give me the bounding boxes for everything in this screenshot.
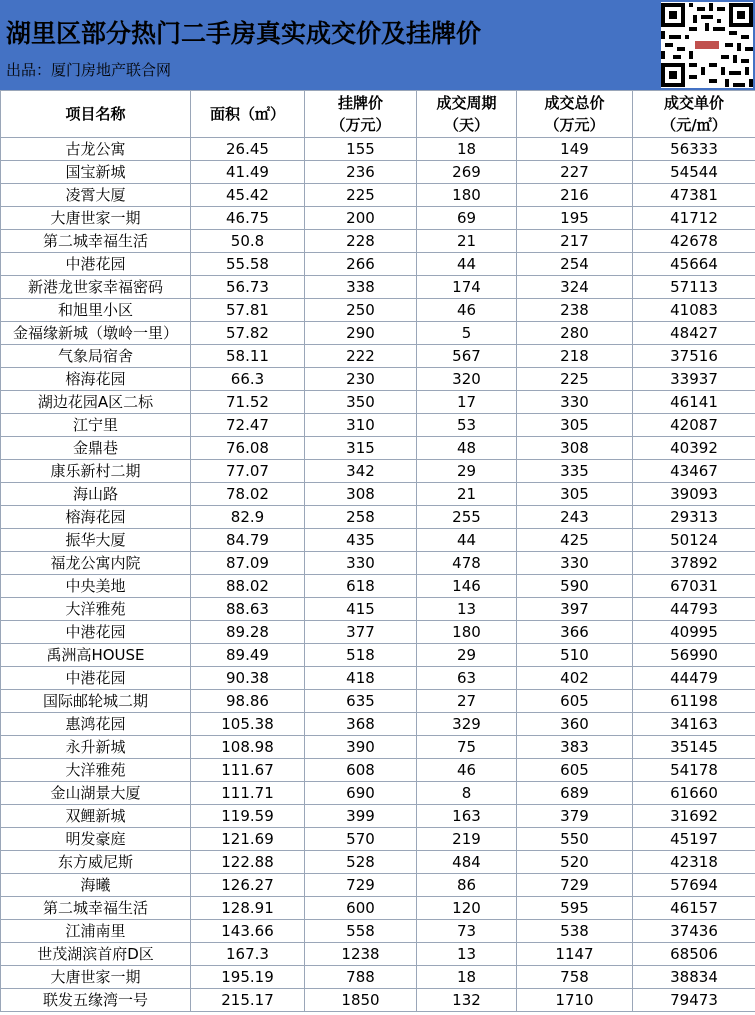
cell-listing-price: 729 <box>305 874 417 897</box>
cell-unit-price: 37516 <box>633 345 755 368</box>
cell-project-name: 新港龙世家幸福密码 <box>1 276 191 299</box>
cell-unit-price: 31692 <box>633 805 755 828</box>
cell-area: 56.73 <box>191 276 305 299</box>
cell-listing-price: 290 <box>305 322 417 345</box>
cell-deal-cycle: 63 <box>417 667 517 690</box>
column-header-total-price: 成交总价 （万元） <box>517 91 633 138</box>
cell-deal-cycle: 255 <box>417 506 517 529</box>
cell-total-price: 335 <box>517 460 633 483</box>
cell-deal-cycle: 46 <box>417 759 517 782</box>
cell-listing-price: 222 <box>305 345 417 368</box>
cell-deal-cycle: 478 <box>417 552 517 575</box>
cell-unit-price: 41712 <box>633 207 755 230</box>
cell-unit-price: 44793 <box>633 598 755 621</box>
cell-total-price: 308 <box>517 437 633 460</box>
cell-listing-price: 377 <box>305 621 417 644</box>
cell-total-price: 605 <box>517 690 633 713</box>
cell-total-price: 758 <box>517 966 633 989</box>
cell-total-price: 538 <box>517 920 633 943</box>
cell-deal-cycle: 21 <box>417 230 517 253</box>
cell-area: 82.9 <box>191 506 305 529</box>
table-row <box>1 989 755 1012</box>
cell-unit-price: 44479 <box>633 667 755 690</box>
cell-unit-price: 61660 <box>633 782 755 805</box>
cell-deal-cycle: 329 <box>417 713 517 736</box>
cell-deal-cycle: 269 <box>417 161 517 184</box>
cell-project-name: 金山湖景大厦 <box>1 782 191 805</box>
cell-unit-price: 54178 <box>633 759 755 782</box>
cell-project-name: 世茂湖滨首府D区 <box>1 943 191 966</box>
cell-total-price: 520 <box>517 851 633 874</box>
cell-area: 55.58 <box>191 253 305 276</box>
table-row <box>1 207 755 230</box>
cell-listing-price: 558 <box>305 920 417 943</box>
cell-project-name: 大洋雅苑 <box>1 759 191 782</box>
cell-listing-price: 250 <box>305 299 417 322</box>
table-row <box>1 230 755 253</box>
cell-deal-cycle: 75 <box>417 736 517 759</box>
cell-project-name: 榕海花园 <box>1 506 191 529</box>
cell-project-name: 榕海花园 <box>1 368 191 391</box>
table-row <box>1 368 755 391</box>
table-body <box>1 138 755 1012</box>
cell-unit-price: 47381 <box>633 184 755 207</box>
cell-deal-cycle: 46 <box>417 299 517 322</box>
qr-code-icon <box>661 2 753 88</box>
cell-unit-price: 46157 <box>633 897 755 920</box>
cell-area: 76.08 <box>191 437 305 460</box>
cell-deal-cycle: 174 <box>417 276 517 299</box>
cell-area: 57.81 <box>191 299 305 322</box>
cell-unit-price: 40995 <box>633 621 755 644</box>
table-row <box>1 161 755 184</box>
column-header-area: 面积（㎡） <box>191 91 305 138</box>
table-row <box>1 621 755 644</box>
cell-total-price: 402 <box>517 667 633 690</box>
cell-unit-price: 42678 <box>633 230 755 253</box>
cell-total-price: 330 <box>517 391 633 414</box>
cell-area: 98.86 <box>191 690 305 713</box>
cell-area: 72.47 <box>191 414 305 437</box>
cell-project-name: 中港花园 <box>1 253 191 276</box>
cell-total-price: 254 <box>517 253 633 276</box>
table-row <box>1 782 755 805</box>
cell-area: 58.11 <box>191 345 305 368</box>
cell-project-name: 中港花园 <box>1 621 191 644</box>
cell-deal-cycle: 13 <box>417 598 517 621</box>
cell-listing-price: 399 <box>305 805 417 828</box>
cell-project-name: 金福缘新城（墩岭一里） <box>1 322 191 345</box>
table-row <box>1 690 755 713</box>
cell-area: 126.27 <box>191 874 305 897</box>
cell-area: 105.38 <box>191 713 305 736</box>
cell-area: 46.75 <box>191 207 305 230</box>
table-row <box>1 322 755 345</box>
table-row <box>1 345 755 368</box>
page-title: 湖里区部分热门二手房真实成交价及挂牌价 <box>6 19 482 48</box>
column-header-unit-price: 成交单价 （元/㎡） <box>633 91 755 138</box>
table-row <box>1 276 755 299</box>
table-row <box>1 897 755 920</box>
cell-project-name: 湖边花园A区二标 <box>1 391 191 414</box>
cell-total-price: 689 <box>517 782 633 805</box>
cell-area: 111.71 <box>191 782 305 805</box>
cell-project-name: 江浦南里 <box>1 920 191 943</box>
cell-listing-price: 570 <box>305 828 417 851</box>
cell-area: 90.38 <box>191 667 305 690</box>
cell-unit-price: 41083 <box>633 299 755 322</box>
cell-unit-price: 68506 <box>633 943 755 966</box>
cell-area: 108.98 <box>191 736 305 759</box>
cell-total-price: 595 <box>517 897 633 920</box>
cell-listing-price: 342 <box>305 460 417 483</box>
cell-total-price: 305 <box>517 414 633 437</box>
cell-listing-price: 310 <box>305 414 417 437</box>
cell-total-price: 360 <box>517 713 633 736</box>
cell-total-price: 227 <box>517 161 633 184</box>
cell-deal-cycle: 73 <box>417 920 517 943</box>
cell-total-price: 550 <box>517 828 633 851</box>
cell-project-name: 海山路 <box>1 483 191 506</box>
cell-deal-cycle: 8 <box>417 782 517 805</box>
cell-deal-cycle: 27 <box>417 690 517 713</box>
cell-unit-price: 79473 <box>633 989 755 1012</box>
cell-deal-cycle: 180 <box>417 184 517 207</box>
cell-total-price: 590 <box>517 575 633 598</box>
cell-area: 195.19 <box>191 966 305 989</box>
cell-project-name: 和旭里小区 <box>1 299 191 322</box>
cell-total-price: 149 <box>517 138 633 161</box>
cell-unit-price: 48427 <box>633 322 755 345</box>
cell-listing-price: 618 <box>305 575 417 598</box>
cell-listing-price: 155 <box>305 138 417 161</box>
cell-deal-cycle: 146 <box>417 575 517 598</box>
cell-project-name: 凌霄大厦 <box>1 184 191 207</box>
table-row <box>1 943 755 966</box>
cell-total-price: 1147 <box>517 943 633 966</box>
cell-project-name: 国际邮轮城二期 <box>1 690 191 713</box>
table-row <box>1 299 755 322</box>
cell-listing-price: 518 <box>305 644 417 667</box>
cell-listing-price: 690 <box>305 782 417 805</box>
cell-listing-price: 1238 <box>305 943 417 966</box>
cell-total-price: 225 <box>517 368 633 391</box>
cell-unit-price: 54544 <box>633 161 755 184</box>
cell-unit-price: 38834 <box>633 966 755 989</box>
cell-deal-cycle: 5 <box>417 322 517 345</box>
cell-project-name: 禹洲高HOUSE <box>1 644 191 667</box>
cell-listing-price: 435 <box>305 529 417 552</box>
cell-unit-price: 37436 <box>633 920 755 943</box>
cell-project-name: 联发五缘湾一号 <box>1 989 191 1012</box>
cell-unit-price: 67031 <box>633 575 755 598</box>
cell-project-name: 金鼎巷 <box>1 437 191 460</box>
column-header-listing-price: 挂牌价 （万元） <box>305 91 417 138</box>
table-row <box>1 805 755 828</box>
cell-unit-price: 37892 <box>633 552 755 575</box>
cell-area: 26.45 <box>191 138 305 161</box>
cell-area: 121.69 <box>191 828 305 851</box>
column-header-deal-cycle: 成交周期 （天） <box>417 91 517 138</box>
cell-unit-price: 42087 <box>633 414 755 437</box>
cell-listing-price: 228 <box>305 230 417 253</box>
cell-area: 167.3 <box>191 943 305 966</box>
table-row <box>1 138 755 161</box>
cell-total-price: 305 <box>517 483 633 506</box>
cell-listing-price: 330 <box>305 552 417 575</box>
table-row <box>1 529 755 552</box>
cell-area: 41.49 <box>191 161 305 184</box>
table-row <box>1 253 755 276</box>
cell-listing-price: 368 <box>305 713 417 736</box>
cell-project-name: 福龙公寓内院 <box>1 552 191 575</box>
cell-area: 88.63 <box>191 598 305 621</box>
cell-unit-price: 57113 <box>633 276 755 299</box>
cell-total-price: 243 <box>517 506 633 529</box>
cell-unit-price: 34163 <box>633 713 755 736</box>
cell-deal-cycle: 18 <box>417 138 517 161</box>
cell-deal-cycle: 18 <box>417 966 517 989</box>
cell-listing-price: 230 <box>305 368 417 391</box>
cell-project-name: 永升新城 <box>1 736 191 759</box>
cell-total-price: 238 <box>517 299 633 322</box>
cell-area: 77.07 <box>191 460 305 483</box>
cell-unit-price: 45664 <box>633 253 755 276</box>
table-row <box>1 874 755 897</box>
cell-deal-cycle: 132 <box>417 989 517 1012</box>
cell-listing-price: 225 <box>305 184 417 207</box>
cell-total-price: 324 <box>517 276 633 299</box>
cell-total-price: 425 <box>517 529 633 552</box>
cell-deal-cycle: 567 <box>417 345 517 368</box>
cell-area: 89.28 <box>191 621 305 644</box>
cell-project-name: 中央美地 <box>1 575 191 598</box>
cell-project-name: 第二城幸福生活 <box>1 897 191 920</box>
cell-listing-price: 258 <box>305 506 417 529</box>
cell-project-name: 大洋雅苑 <box>1 598 191 621</box>
cell-listing-price: 788 <box>305 966 417 989</box>
cell-deal-cycle: 86 <box>417 874 517 897</box>
cell-total-price: 510 <box>517 644 633 667</box>
cell-project-name: 江宁里 <box>1 414 191 437</box>
cell-area: 84.79 <box>191 529 305 552</box>
cell-listing-price: 635 <box>305 690 417 713</box>
cell-total-price: 383 <box>517 736 633 759</box>
cell-listing-price: 308 <box>305 483 417 506</box>
table-row <box>1 437 755 460</box>
cell-deal-cycle: 44 <box>417 253 517 276</box>
cell-unit-price: 57694 <box>633 874 755 897</box>
cell-project-name: 第二城幸福生活 <box>1 230 191 253</box>
cell-area: 66.3 <box>191 368 305 391</box>
table-row <box>1 736 755 759</box>
cell-project-name: 明发豪庭 <box>1 828 191 851</box>
cell-area: 87.09 <box>191 552 305 575</box>
cell-unit-price: 42318 <box>633 851 755 874</box>
table-row <box>1 552 755 575</box>
table-row <box>1 713 755 736</box>
cell-deal-cycle: 13 <box>417 943 517 966</box>
cell-unit-price: 39093 <box>633 483 755 506</box>
cell-deal-cycle: 163 <box>417 805 517 828</box>
cell-project-name: 海曦 <box>1 874 191 897</box>
cell-total-price: 217 <box>517 230 633 253</box>
cell-listing-price: 338 <box>305 276 417 299</box>
cell-listing-price: 600 <box>305 897 417 920</box>
table-header <box>1 91 755 138</box>
cell-deal-cycle: 29 <box>417 460 517 483</box>
cell-total-price: 330 <box>517 552 633 575</box>
cell-unit-price: 61198 <box>633 690 755 713</box>
table-row <box>1 483 755 506</box>
column-header-project-name: 项目名称 <box>1 91 191 138</box>
table-row <box>1 414 755 437</box>
cell-total-price: 605 <box>517 759 633 782</box>
cell-project-name: 康乐新村二期 <box>1 460 191 483</box>
cell-area: 88.02 <box>191 575 305 598</box>
cell-area: 111.67 <box>191 759 305 782</box>
cell-unit-price: 35145 <box>633 736 755 759</box>
cell-listing-price: 415 <box>305 598 417 621</box>
table-row <box>1 506 755 529</box>
cell-area: 143.66 <box>191 920 305 943</box>
cell-deal-cycle: 219 <box>417 828 517 851</box>
cell-total-price: 729 <box>517 874 633 897</box>
cell-total-price: 379 <box>517 805 633 828</box>
cell-deal-cycle: 484 <box>417 851 517 874</box>
table-row <box>1 828 755 851</box>
table-row <box>1 460 755 483</box>
table-row <box>1 759 755 782</box>
cell-listing-price: 266 <box>305 253 417 276</box>
cell-listing-price: 418 <box>305 667 417 690</box>
cell-unit-price: 33937 <box>633 368 755 391</box>
cell-project-name: 双鲤新城 <box>1 805 191 828</box>
cell-deal-cycle: 48 <box>417 437 517 460</box>
cell-project-name: 中港花园 <box>1 667 191 690</box>
cell-total-price: 1710 <box>517 989 633 1012</box>
price-table <box>0 90 755 1012</box>
cell-area: 119.59 <box>191 805 305 828</box>
cell-deal-cycle: 21 <box>417 483 517 506</box>
report-header <box>0 0 755 90</box>
cell-area: 71.52 <box>191 391 305 414</box>
table-row <box>1 667 755 690</box>
cell-area: 45.42 <box>191 184 305 207</box>
cell-area: 57.82 <box>191 322 305 345</box>
cell-deal-cycle: 320 <box>417 368 517 391</box>
cell-area: 78.02 <box>191 483 305 506</box>
table-row <box>1 966 755 989</box>
cell-project-name: 振华大厦 <box>1 529 191 552</box>
cell-total-price: 216 <box>517 184 633 207</box>
cell-deal-cycle: 17 <box>417 391 517 414</box>
cell-project-name: 国宝新城 <box>1 161 191 184</box>
cell-area: 122.88 <box>191 851 305 874</box>
table-row <box>1 920 755 943</box>
cell-area: 215.17 <box>191 989 305 1012</box>
cell-total-price: 218 <box>517 345 633 368</box>
cell-project-name: 大唐世家一期 <box>1 207 191 230</box>
cell-area: 50.8 <box>191 230 305 253</box>
cell-project-name: 古龙公寓 <box>1 138 191 161</box>
cell-deal-cycle: 180 <box>417 621 517 644</box>
cell-project-name: 东方威尼斯 <box>1 851 191 874</box>
table-row <box>1 644 755 667</box>
cell-deal-cycle: 69 <box>417 207 517 230</box>
cell-deal-cycle: 44 <box>417 529 517 552</box>
table-row <box>1 851 755 874</box>
table-row <box>1 184 755 207</box>
cell-unit-price: 56333 <box>633 138 755 161</box>
cell-listing-price: 608 <box>305 759 417 782</box>
cell-deal-cycle: 53 <box>417 414 517 437</box>
cell-unit-price: 45197 <box>633 828 755 851</box>
cell-total-price: 280 <box>517 322 633 345</box>
cell-area: 128.91 <box>191 897 305 920</box>
cell-unit-price: 50124 <box>633 529 755 552</box>
cell-listing-price: 200 <box>305 207 417 230</box>
table-row <box>1 598 755 621</box>
cell-unit-price: 46141 <box>633 391 755 414</box>
cell-project-name: 大唐世家一期 <box>1 966 191 989</box>
cell-deal-cycle: 29 <box>417 644 517 667</box>
cell-total-price: 397 <box>517 598 633 621</box>
cell-area: 89.49 <box>191 644 305 667</box>
table-row <box>1 575 755 598</box>
cell-unit-price: 43467 <box>633 460 755 483</box>
cell-listing-price: 315 <box>305 437 417 460</box>
cell-project-name: 惠鸿花园 <box>1 713 191 736</box>
source-credit: 出品：厦门房地产联合网 <box>6 61 172 79</box>
cell-total-price: 366 <box>517 621 633 644</box>
table-row <box>1 391 755 414</box>
cell-listing-price: 236 <box>305 161 417 184</box>
cell-listing-price: 1850 <box>305 989 417 1012</box>
cell-listing-price: 350 <box>305 391 417 414</box>
cell-unit-price: 40392 <box>633 437 755 460</box>
cell-listing-price: 528 <box>305 851 417 874</box>
cell-listing-price: 390 <box>305 736 417 759</box>
cell-unit-price: 56990 <box>633 644 755 667</box>
cell-total-price: 195 <box>517 207 633 230</box>
cell-project-name: 气象局宿舍 <box>1 345 191 368</box>
cell-unit-price: 29313 <box>633 506 755 529</box>
cell-deal-cycle: 120 <box>417 897 517 920</box>
